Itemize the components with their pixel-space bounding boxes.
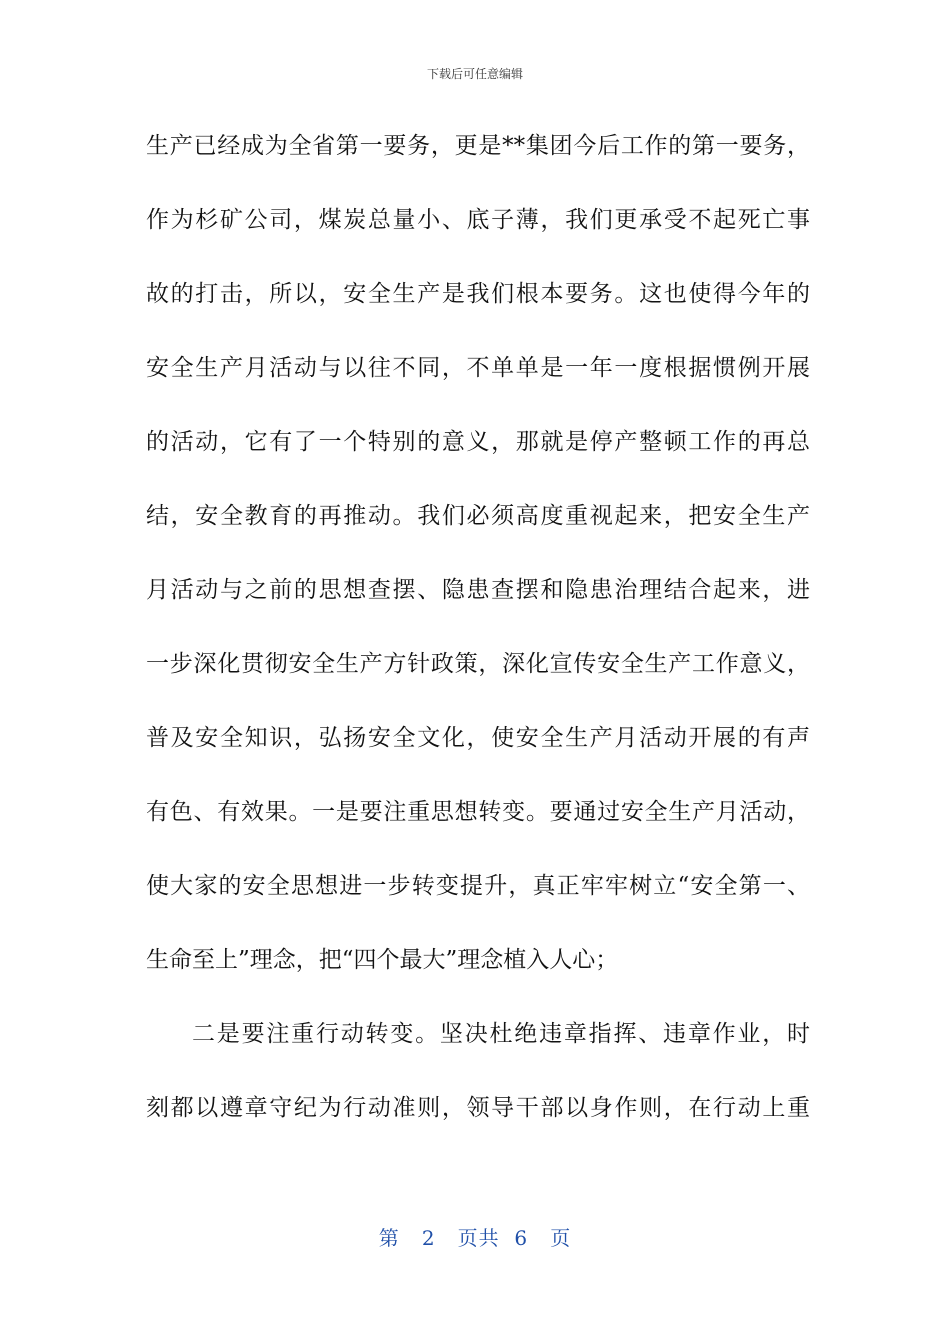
text-line: 二是要注重行动转变。坚决杜绝违章指挥、违章作业，时 <box>192 1021 810 1047</box>
text-line: 生产已经成为全省第一要务，更是**集团今后工作的第一要务， <box>146 133 810 159</box>
page-label-prefix: 第 <box>378 1226 400 1250</box>
text-line: 的活动，它有了一个特别的意义，那就是停产整顿工作的再总 <box>146 429 810 455</box>
text-line: 普及安全知识，弘扬安全文化，使安全生产月活动开展的有声 <box>146 725 810 751</box>
text-line: 作为杉矿公司，煤炭总量小、底子薄，我们更承受不起死亡事 <box>146 207 810 233</box>
page-footer <box>0 1224 950 1252</box>
text-line: 故的打击，所以，安全生产是我们根本要务。这也使得今年的 <box>146 281 810 307</box>
text-line: 月活动与之前的思想查摆、隐患查摆和隐患治理结合起来，进 <box>146 577 810 603</box>
text-line: 刻都以遵章守纪为行动准则，领导干部以身作则，在行动上重 <box>146 1095 810 1121</box>
text-line: 安全生产月活动与以往不同，不单单是一年一度根据惯例开展 <box>146 355 810 381</box>
text-line: 生命至上”理念，把“四个最大”理念植入人心； <box>146 947 619 973</box>
current-page-number: 2 <box>421 1226 436 1250</box>
page-header: 下载后可任意编辑 <box>426 67 523 81</box>
total-pages-number: 6 <box>514 1226 529 1250</box>
text-line: 有色、有效果。一是要注重思想转变。要通过安全生产月活动， <box>146 799 810 825</box>
page-label-suffix: 页 <box>550 1226 572 1250</box>
text-line: 一步深化贯彻安全生产方针政策，深化宣传安全生产工作意义， <box>146 651 810 677</box>
document-body <box>146 130 810 1166</box>
page-label-middle: 页共 <box>457 1226 500 1250</box>
text-line: 使大家的安全思想进一步转变提升，真正牢牢树立“安全第一、 <box>146 873 810 899</box>
text-line: 结，安全教育的再推动。我们必须高度重视起来，把安全生产 <box>146 503 810 529</box>
